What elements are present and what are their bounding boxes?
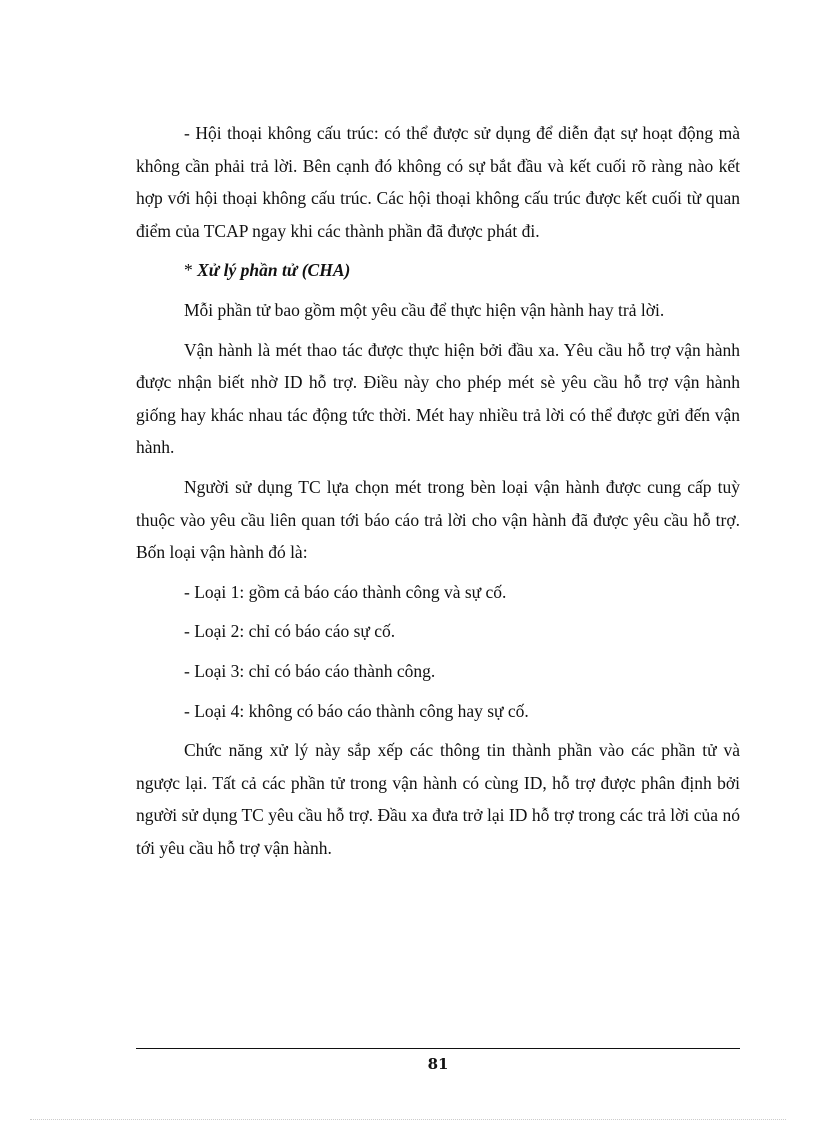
list-item-class-2: - Loại 2: chỉ có báo cáo sự cố.: [184, 621, 396, 642]
section-heading: [136, 254, 740, 287]
footer-divider: [136, 1048, 740, 1049]
page-edge-divider: [30, 1119, 786, 1120]
paragraph-operation-description: Vận hành là mét thao tác được thực hiện bởi đầu xa. Yêu cầu hỗ trợ vận hành được nhận biết nhờ ID hỗ trợ. Điều này cho phép mét sè yêu cầu hỗ trợ vận hành giống hay khác nhau tác động tức thời. Mét hay nhiều trả lời có thể được gửi đến vận hành.: [136, 339, 740, 458]
page-body: [136, 117, 740, 864]
paragraph-function-summary: Chức năng xử lý này sắp xếp các thông tin thành phần vào các phần tử và ngược lại. Tất cả các phần tử trong vận hành có cùng ID, hỗ trợ được phân định bởi người sử dụng TC yêu cầu hỗ trợ. Đầu xa đưa trở lại ID hỗ trợ trong các trả lời của nó tới yêu cầu hỗ trợ vận hành.: [136, 740, 740, 858]
paragraph-operation-classes: Người sử dụng TC lựa chọn mét trong bèn loại vận hành được cung cấp tuỳ thuộc vào yêu cầu liên quan tới báo cáo trả lời cho vận hành đã được yêu cầu hỗ trợ. Bốn loại vận hành đó là:: [136, 476, 740, 563]
paragraph-component-definition: Mỗi phần tử bao gồm một yêu cầu để thực hiện vận hành hay trả lời.: [184, 299, 665, 320]
list-item-class-4: - Loại 4: không có báo cáo thành công hay sự cố.: [184, 700, 529, 721]
list-item-class-1: - Loại 1: gồm cả báo cáo thành công và sự cố.: [184, 581, 507, 602]
heading-title: Xử lý phần tử (CHA): [197, 260, 351, 281]
page-number: 81: [427, 1055, 449, 1073]
heading-bullet: *: [184, 260, 198, 281]
paragraph-unstructured-dialogue: - Hội thoại không cấu trúc: có thể được sử dụng để diễn đạt sự hoạt động mà không cần phải trả lời. Bên cạnh đó không có sự bắt đầu và kết cuối rõ ràng nào kết hợp với hội thoại không cấu trúc. Các hội thoại không cấu trúc được kết cuối từ quan điểm của TCAP ngay khi các thành phần đã được phát đi.: [136, 123, 740, 241]
list-item-class-3: - Loại 3: chỉ có báo cáo thành công.: [184, 660, 436, 681]
